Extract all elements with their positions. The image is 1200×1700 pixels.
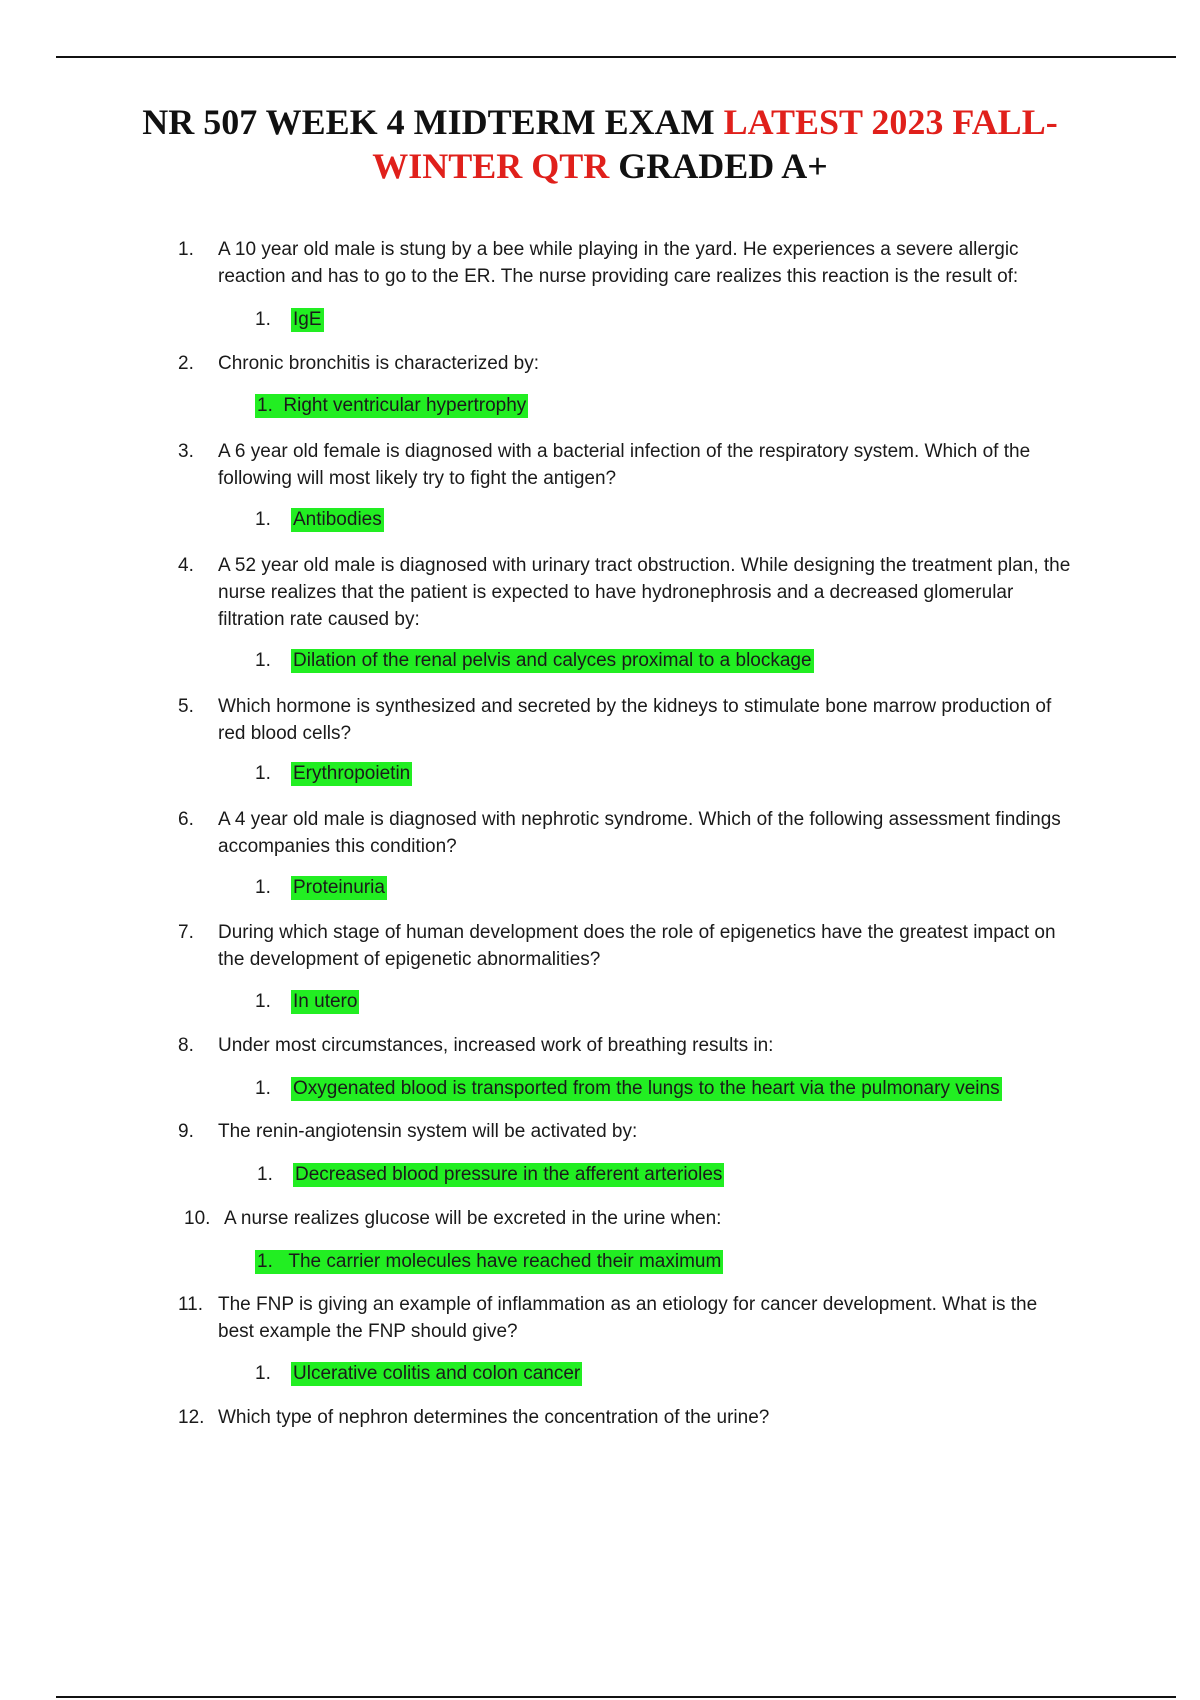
question-text: A 52 year old male is diagnosed with urinary tract obstruction. While designing the treatment plan, the nurse realizes that the patient is expected to have hydronephrosis and a decreased glomerular filtration rate caused by: [218,555,1071,630]
title-part-1: NR 507 WEEK 4 MIDTERM EXAM [142,102,724,142]
question-4 [178,552,1078,633]
question-number: 11. [178,1294,204,1315]
question-text: A nurse realizes glucose will be excreted in the urine when: [224,1208,722,1229]
answer-number: 1. [255,509,271,530]
question-8 [178,1032,1078,1059]
question-10 [184,1205,1084,1232]
question-number: 1. [178,239,194,260]
question-number: 8. [178,1035,194,1056]
answer-highlight: In utero [293,991,358,1012]
question-text: During which stage of human development does the role of epigenetics have the greatest impact on the development of epigenetic abnormalities? [218,922,1056,970]
question-text: The renin-angiotensin system will be activated by: [218,1121,638,1142]
question-text: A 10 year old male is stung by a bee while playing in the yard. He experiences a severe allergic reaction and has to go to the ER. The nurse providing care realizes this reaction is the result of: [218,239,1019,287]
question-text: A 6 year old female is diagnosed with a bacterial infection of the respiratory system. Which of the following will most likely try to fight the antigen? [218,441,1031,489]
title-part-4: GRADED A+ [609,146,828,186]
question-text: Chronic bronchitis is characterized by: [218,353,540,374]
answer-highlight: Oxygenated blood is transported from the lungs to the heart via the pulmonary veins [293,1078,1000,1099]
question-11 [178,1291,1078,1345]
answer-highlight [255,1250,723,1274]
question-number: 9. [178,1121,194,1142]
question-6 [178,806,1078,860]
question-text: The FNP is giving an example of inflammation as an etiology for cancer development. What is the best example the FNP should give? [218,1294,1038,1342]
question-text: Which type of nephron determines the concentration of the urine? [218,1407,770,1428]
answer-number: 1. [257,395,273,416]
title-part-3-red: WINTER QTR [372,146,610,186]
answer-text: The carrier molecules have reached their maximum [288,1251,722,1272]
question-9 [178,1118,1078,1145]
answer-highlight: Ulcerative colitis and colon cancer [293,1363,581,1384]
question-5 [178,693,1078,747]
answer-highlight: Proteinuria [293,877,385,898]
answer-highlight: Antibodies [293,509,382,530]
title-part-2-red: LATEST 2023 FALL- [723,102,1058,142]
answer-highlight: Decreased blood pressure in the afferent arterioles [295,1164,723,1185]
answer-highlight [255,394,528,418]
question-1 [178,236,1078,290]
question-number: 10. [184,1208,211,1229]
question-number: 4. [178,555,194,576]
question-7 [178,919,1078,973]
bottom-rule [56,1696,1176,1698]
answer-number: 1. [255,309,271,330]
question-text: Under most circumstances, increased work of breathing results in: [218,1035,774,1056]
answer-number: 1. [257,1251,273,1272]
answer-number: 1. [255,1363,271,1384]
question-text: Which hormone is synthesized and secreted by the kidneys to stimulate bone marrow production of red blood cells? [218,696,1052,744]
question-number: 7. [178,922,194,943]
question-number: 2. [178,353,194,374]
question-text: A 4 year old male is diagnosed with nephrotic syndrome. Which of the following assessment findings accompanies this condition? [218,809,1061,857]
answer-number: 1. [255,650,271,671]
question-number: 6. [178,809,194,830]
answer-text: Right ventricular hypertrophy [283,395,527,416]
answer-highlight: IgE [293,309,322,330]
question-2 [178,350,1078,377]
document-title [100,100,1100,188]
answer-highlight: Dilation of the renal pelvis and calyces proximal to a blockage [293,650,812,671]
question-12 [178,1404,1078,1431]
answer-number: 1. [255,763,271,784]
question-number: 5. [178,696,194,717]
question-3 [178,438,1078,492]
question-number: 12. [178,1407,205,1428]
answer-number: 1. [255,991,271,1012]
answer-number: 1. [255,877,271,898]
answer-highlight: Erythropoietin [293,763,411,784]
question-number: 3. [178,441,194,462]
answer-number: 1. [255,1078,271,1099]
top-rule [56,56,1176,58]
answer-number: 1. [257,1164,273,1185]
